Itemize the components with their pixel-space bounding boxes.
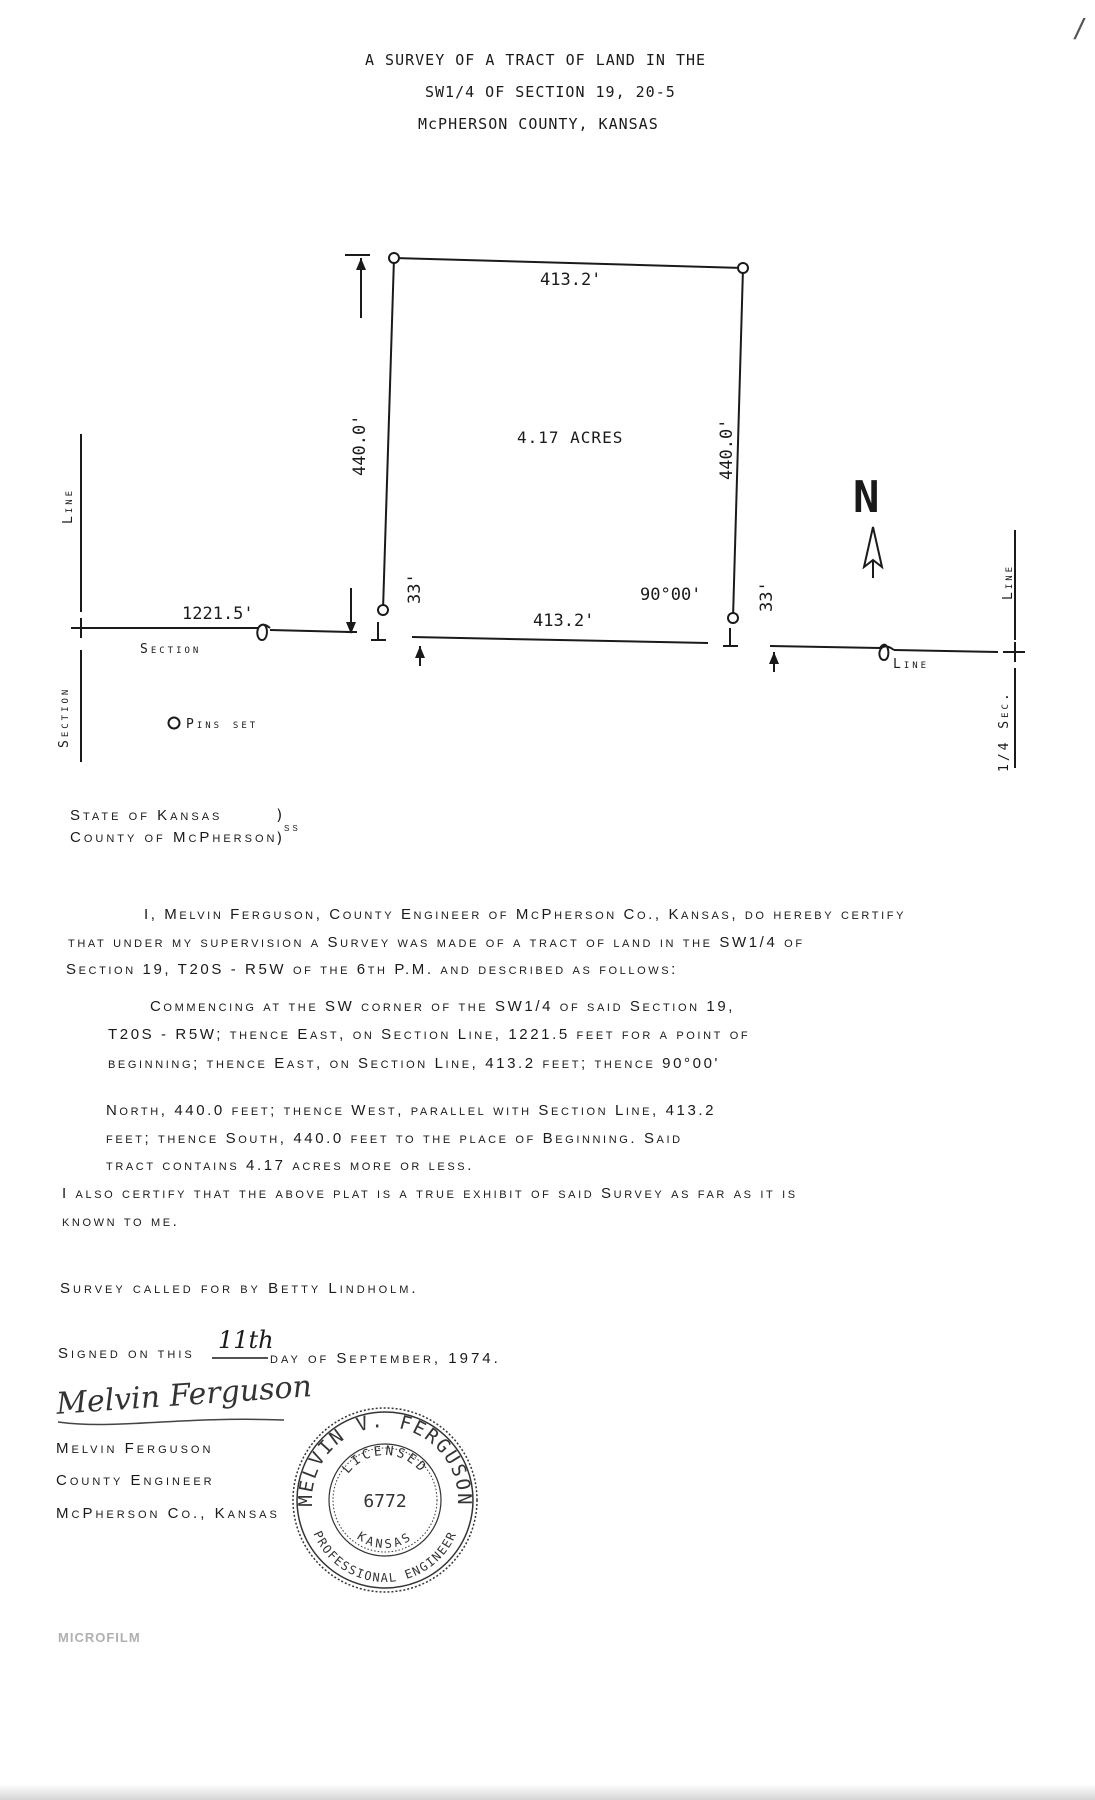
angle-label: 90°00' <box>640 585 702 605</box>
pin-nw <box>389 253 399 263</box>
break-symbol-west <box>257 625 270 640</box>
cert-line-11: known to me. <box>62 1213 180 1230</box>
signed-prefix: Signed on this <box>58 1345 195 1362</box>
label-line-left: Line <box>61 487 76 524</box>
tract-left-line <box>383 258 394 610</box>
section-line-south <box>412 637 708 643</box>
signed-suffix: day of September, 1974. <box>270 1350 501 1367</box>
signer-office: McPherson Co., Kansas <box>56 1505 280 1522</box>
pin-se <box>728 613 738 623</box>
seal-outer-top: MELVIN V. FERGUSON <box>294 1409 476 1507</box>
cert-line-2: that under my supervision a Survey was made of a tract of land in the SW1/4 of <box>68 934 805 951</box>
signer-title: County Engineer <box>56 1472 215 1489</box>
corner-mark: / <box>1072 14 1088 44</box>
right-dimension: 440.0' <box>717 418 737 480</box>
cert-line-9: tract contains 4.17 acres more or less. <box>106 1157 474 1174</box>
signed-day: 11th <box>218 1326 274 1354</box>
engineer-seal <box>290 1405 480 1595</box>
cert-line-10: I also certify that the above plat is a true exhibit of said Survey as far as it is <box>62 1185 798 1202</box>
microfilm-stamp: MICROFILM <box>58 1630 141 1645</box>
label-quarter-sec: 1/4 Sec. <box>997 690 1012 772</box>
svg-text:LICENSED <box>340 1444 431 1477</box>
cert-line-6: beginning; thence East, on Section Line, 413.2 feet; thence 90°00' <box>108 1055 720 1072</box>
survey-called-for: Survey called for by Betty Lindholm. <box>60 1280 419 1297</box>
signer-name: Melvin Ferguson <box>56 1440 214 1457</box>
cert-line-8: feet; thence South, 440.0 feet to the place of Beginning. Said <box>106 1130 683 1147</box>
cert-line-1: I, Melvin Ferguson, County Engineer of McPherson Co., Kansas, do hereby certify <box>144 906 907 923</box>
north-arrow-icon <box>864 527 882 578</box>
offset-left: 33' <box>405 573 425 604</box>
venue-county: County of McPherson <box>70 829 278 846</box>
label-section-bottom: Section <box>140 642 202 657</box>
cert-line-5: T20S - R5W; thence East, on Section Line, 1221.5 feet for a point of <box>108 1026 751 1043</box>
document-title-line-1: A SURVEY OF A TRACT OF LAND IN THE <box>365 51 707 69</box>
document-title-line-2: SW1/4 OF SECTION 19, 20-5 <box>425 83 676 101</box>
left-dimension: 440.0' <box>350 414 370 476</box>
label-section-left: Section <box>57 686 72 748</box>
break-symbol-east <box>879 645 894 660</box>
venue-state: State of Kansas <box>70 807 223 824</box>
legend-pin-symbol <box>169 718 180 729</box>
day-underline <box>210 1350 270 1364</box>
area-label: 4.17 ACRES <box>517 428 624 447</box>
north-label: N <box>853 472 880 523</box>
legend-pins-set: Pins set <box>186 717 259 732</box>
venue-paren-top: ) <box>275 806 285 824</box>
cert-line-4: Commencing at the SW corner of the SW1/4 of said Section 19, <box>150 998 736 1015</box>
label-line-right: Line <box>1001 563 1016 600</box>
pin-sw <box>378 605 388 615</box>
offset-right: 33' <box>757 581 777 612</box>
seal-inner-bottom: KANSAS <box>354 1528 416 1552</box>
label-line-bottom-right: Line <box>893 657 930 672</box>
seal-inner-top: LICENSED <box>339 1443 431 1477</box>
venue-paren-bottom: ) <box>275 829 285 847</box>
signature-flourish <box>56 1412 286 1432</box>
cert-line-3: Section 19, T20S - R5W of the 6th P.M. and described as follows: <box>66 961 678 978</box>
top-dimension: 413.2' <box>540 270 602 290</box>
venue-ss: ss <box>284 820 301 834</box>
scan-edge <box>0 1784 1095 1800</box>
seal-outer-bottom: PROFESSIONAL ENGINEER <box>310 1528 460 1585</box>
west-distance: 1221.5' <box>182 604 254 624</box>
bottom-dimension: 413.2' <box>533 611 595 631</box>
pin-ne <box>738 263 748 273</box>
handwritten-signature: Melvin Ferguson <box>55 1369 313 1422</box>
seal-number: 6772 <box>363 1491 407 1512</box>
tract-top-line <box>394 258 743 268</box>
cert-line-7: North, 440.0 feet; thence West, parallel with Section Line, 413.2 <box>106 1102 717 1119</box>
document-title-line-3: McPHERSON COUNTY, KANSAS <box>418 115 659 133</box>
